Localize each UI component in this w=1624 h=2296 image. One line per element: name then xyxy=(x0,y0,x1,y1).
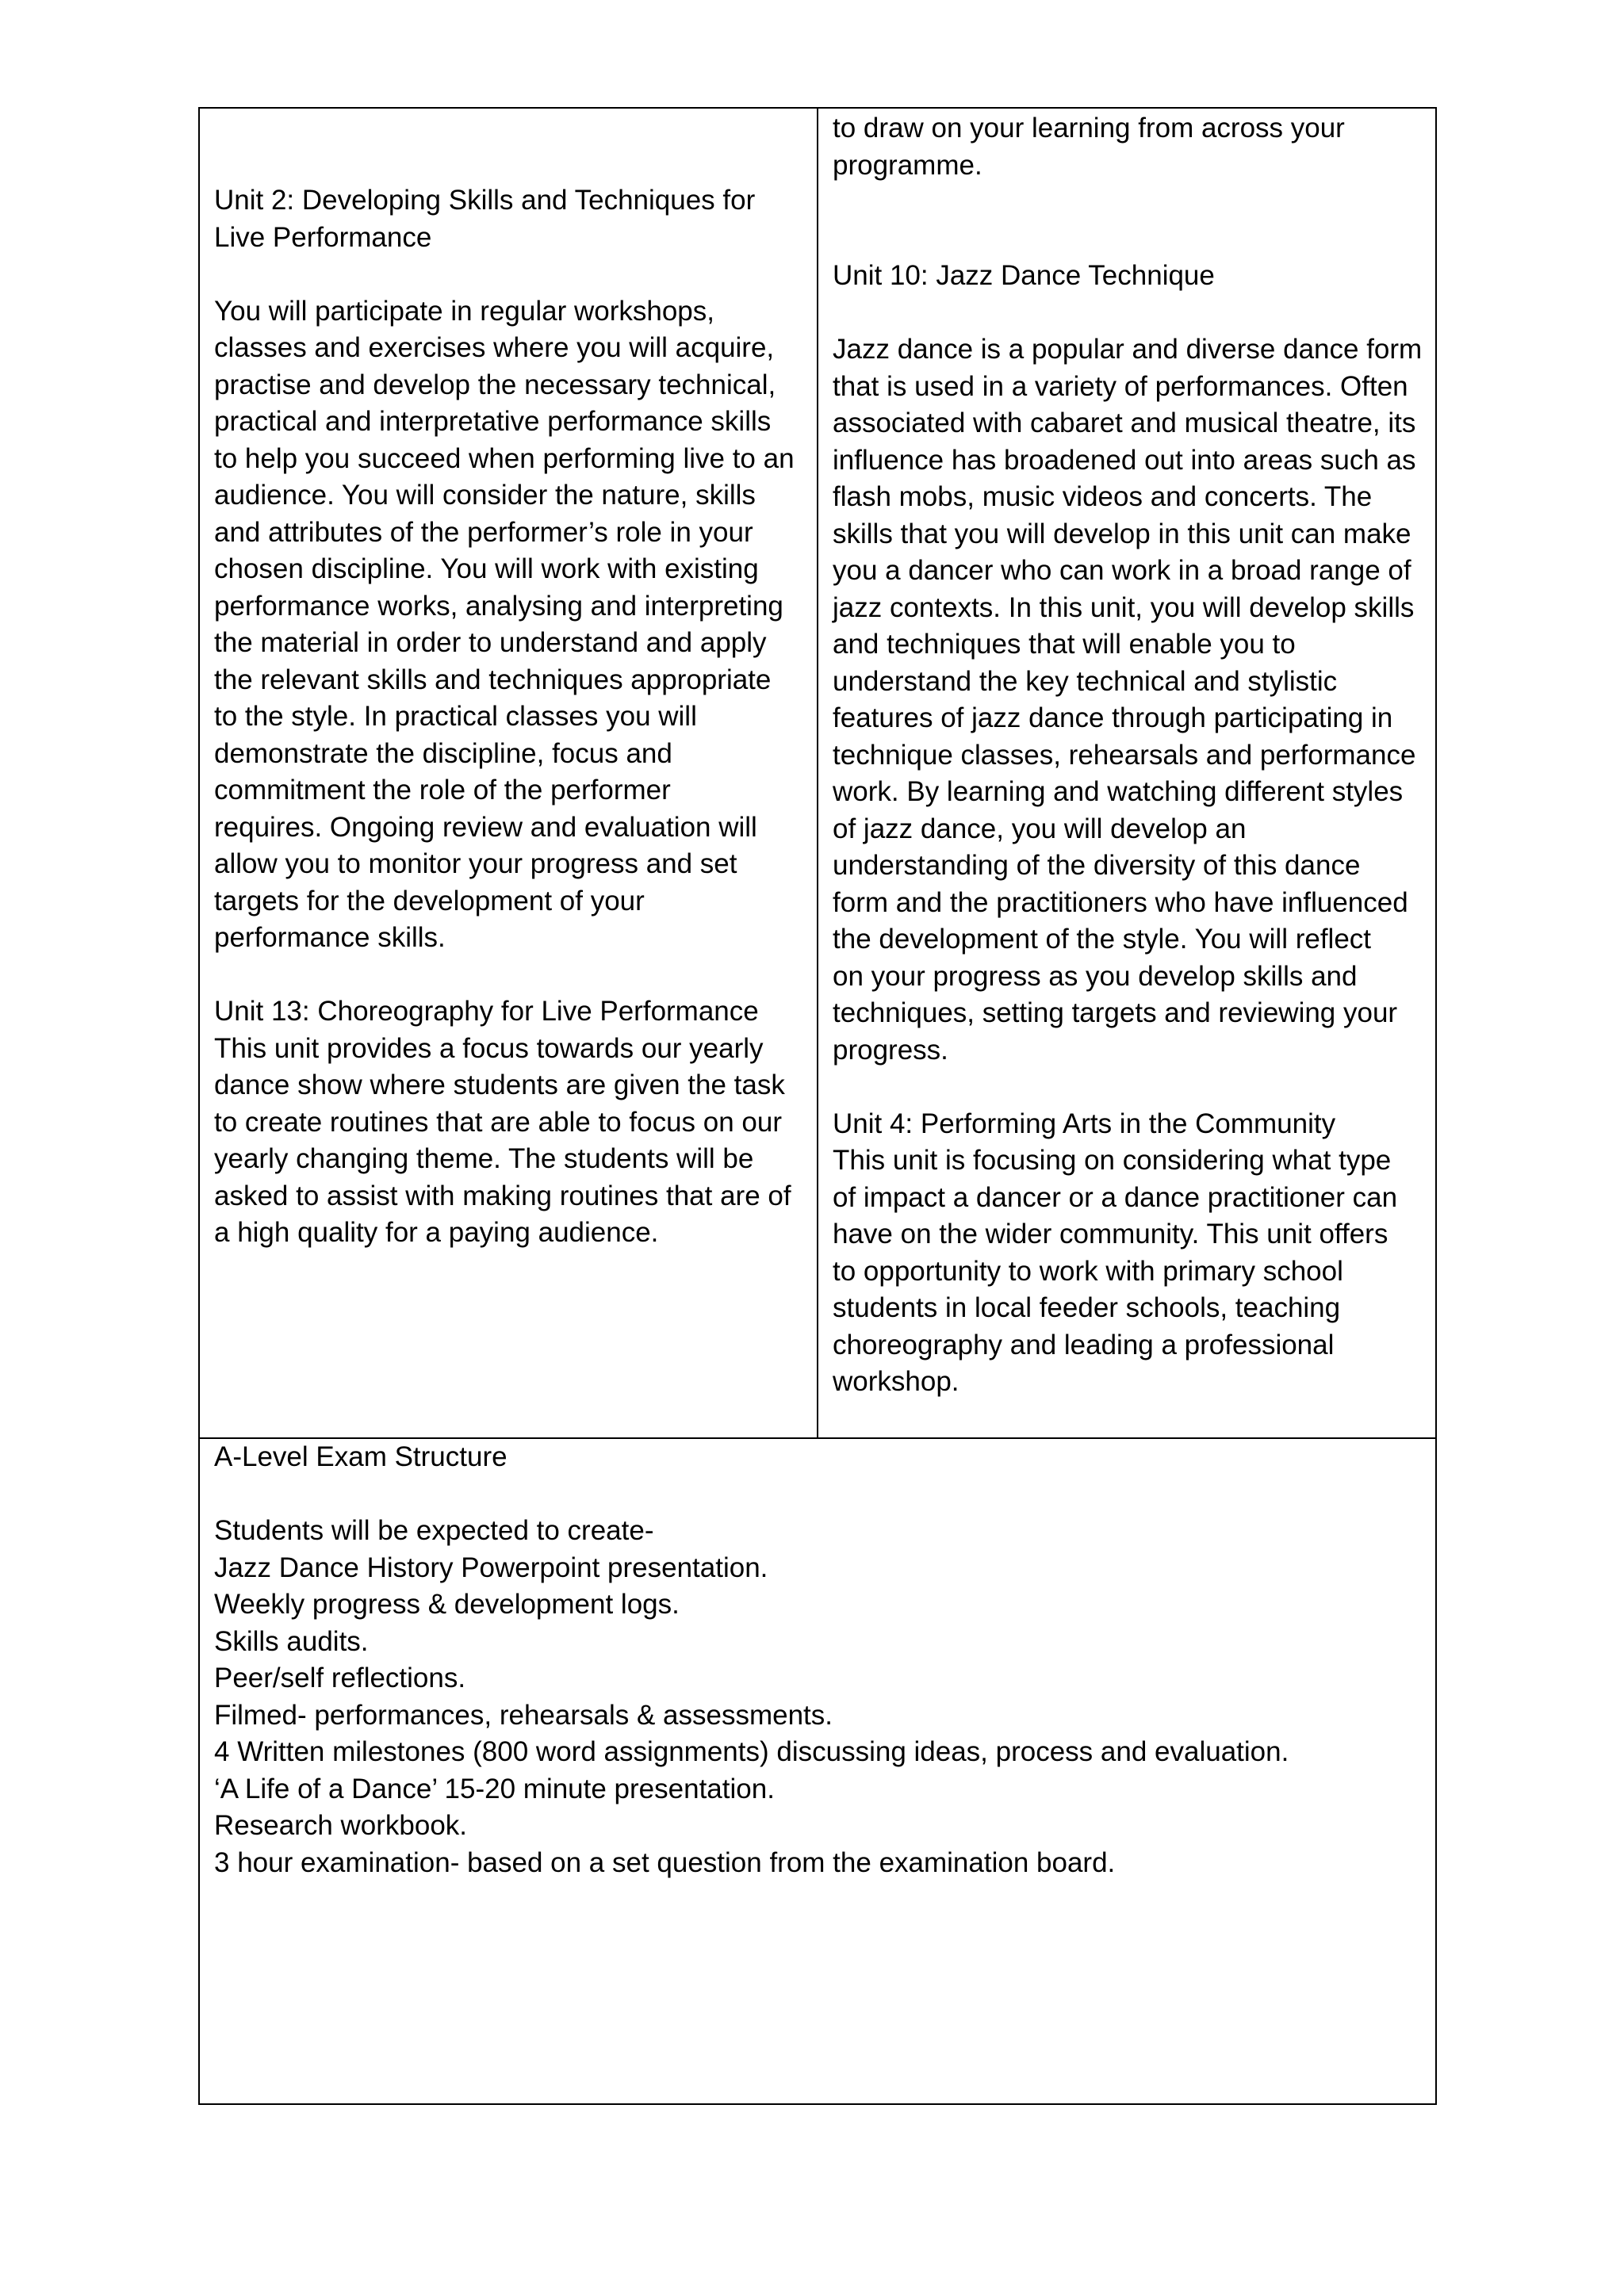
exam-item: Jazz Dance History Powerpoint presentation. xyxy=(214,1552,768,1583)
unit10-body-line: features of jazz dance through participating in xyxy=(833,702,1393,733)
unit2-body-line: chosen discipline. You will work with existing xyxy=(214,553,759,584)
unit10-body-line: form and the practitioners who have influenced xyxy=(833,886,1408,918)
unit10-body-line: skills that you will develop in this unit can make xyxy=(833,518,1411,549)
unit2-body-line: practical and interpretative performance skills xyxy=(214,406,772,437)
unit2-body-line: demonstrate the discipline, focus and xyxy=(214,737,672,769)
course-table xyxy=(198,107,1437,2105)
unit2-body-line: and attributes of the performer’s role in your xyxy=(214,516,753,548)
unit2-body-line: practise and develop the necessary technical, xyxy=(214,369,776,400)
unit13-body-line: to create routines that are able to focus on our xyxy=(214,1106,782,1138)
unit10-body-line: the development of the style. You will reflect xyxy=(833,924,1372,955)
unit10-body-line: flash mobs, music videos and concerts. The xyxy=(833,481,1373,512)
unit4-body-line: workshop. xyxy=(833,1366,959,1397)
exam-item: 4 Written milestones (800 word assignments) discussing ideas, process and evaluation. xyxy=(214,1736,1289,1767)
unit10-body-line: progress. xyxy=(833,1034,948,1066)
unit2-body-line: classes and exercises where you will acquire, xyxy=(214,332,775,363)
unit2-body-line: requires. Ongoing review and evaluation will xyxy=(214,811,757,843)
unit2-body-line: You will participate in regular workshops, xyxy=(214,295,714,327)
unit10-body-line: Jazz dance is a popular and diverse dance form xyxy=(833,334,1423,365)
unit10-body-line: on your progress as you develop skills and xyxy=(833,960,1358,992)
unit10-body-line: work. By learning and watching different styles xyxy=(833,776,1404,807)
unit13-body-line: asked to assist with making routines that are of xyxy=(214,1180,791,1211)
unit2-body-line: commitment the role of the performer xyxy=(214,775,671,806)
unit4-body-line: of impact a dancer or a dance practitioner can xyxy=(833,1181,1398,1213)
unit2-body-line: the relevant skills and techniques appropriate xyxy=(214,664,772,695)
unit2-body-line: to help you succeed when performing live to an xyxy=(214,442,795,474)
unit10-body-line: that is used in a variety of performances. Often xyxy=(833,370,1408,402)
exam-item: Research workbook. xyxy=(214,1810,468,1841)
unit4-body-line: have on the wider community. This unit offers xyxy=(833,1219,1388,1249)
exam-item: Filmed- performances, rehearsals & assessments. xyxy=(214,1699,833,1731)
unit10-body-line: of jazz dance, you will develop an xyxy=(833,813,1247,844)
exam-item: ‘A Life of a Dance’ 15-20 minute presentation. xyxy=(214,1773,775,1804)
exam-item: Weekly progress & development logs. xyxy=(214,1589,680,1620)
unit2-section xyxy=(214,182,809,957)
unit4-body-line: to opportunity to work with primary school xyxy=(833,1255,1343,1287)
exam-structure-intro: Students will be expected to create- xyxy=(214,1515,654,1546)
unit4-section xyxy=(833,1106,1427,1401)
exam-structure-cell xyxy=(200,1437,1435,2103)
unit10-body-line: understanding of the diversity of this dance xyxy=(833,850,1361,881)
unit2-body-line: the material in order to understand and apply xyxy=(214,627,767,658)
continuation-line: programme. xyxy=(833,149,982,181)
unit4-body-line: students in local feeder schools, teaching xyxy=(833,1292,1341,1323)
unit4-body-line: This unit is focusing on considering what type xyxy=(833,1145,1392,1176)
unit10-section xyxy=(833,258,1427,1069)
unit2-body-line: performance works, analysing and interpreting xyxy=(214,590,783,622)
exam-structure-title: A-Level Exam Structure xyxy=(214,1441,508,1472)
unit10-body-line: associated with cabaret and musical theatre, its xyxy=(833,408,1416,438)
unit10-body-line: jazz contexts. In this unit, you will develop skills xyxy=(833,591,1415,623)
unit4-body-line: choreography and leading a professional xyxy=(833,1329,1335,1360)
continuation-line: to draw on your learning from across your xyxy=(833,113,1345,144)
unit13-section xyxy=(214,993,809,1252)
unit13-body-line: yearly changing theme. The students will be xyxy=(214,1143,754,1174)
unit10-body-line: and techniques that will enable you to xyxy=(833,629,1296,660)
unit2-body-line: targets for the development of your xyxy=(214,885,645,916)
unit2-body-line: audience. You will consider the nature, skills xyxy=(214,480,756,511)
unit4-title: Unit 4: Performing Arts in the Community xyxy=(833,1108,1336,1139)
unit10-body-line: understand the key technical and stylistic xyxy=(833,665,1338,697)
unit10-body-line: influence has broadened out into areas such as xyxy=(833,444,1416,476)
exam-item: 3 hour examination- based on a set question from the examination board. xyxy=(214,1846,1116,1878)
unit10-body-line: techniques, setting targets and reviewing your xyxy=(833,997,1398,1028)
unit2-body-line: to the style. In practical classes you will xyxy=(214,701,697,732)
unit2-body-line: allow you to monitor your progress and set xyxy=(214,848,737,879)
exam-item: Skills audits. xyxy=(214,1625,369,1657)
unit13-body-line: dance show where students are given the task xyxy=(214,1070,785,1100)
exam-item: Peer/self reflections. xyxy=(214,1663,466,1693)
continuation-text xyxy=(833,110,1427,184)
left-column-cell xyxy=(200,109,818,1437)
unit13-title: Unit 13: Choreography for Live Performance xyxy=(214,996,759,1027)
unit2-title-line: Unit 2: Developing Skills and Techniques for xyxy=(214,185,756,216)
unit2-body-line: performance skills. xyxy=(214,922,446,953)
unit10-title: Unit 10: Jazz Dance Technique xyxy=(833,260,1215,291)
unit10-body-line: you a dancer who can work in a broad range of xyxy=(833,555,1411,586)
unit13-body-line: a high quality for a paying audience. xyxy=(214,1217,659,1248)
unit10-body-line: technique classes, rehearsals and performance xyxy=(833,739,1416,771)
unit13-body-line: This unit provides a focus towards our yearly xyxy=(214,1032,764,1064)
right-column-cell xyxy=(818,109,1435,1437)
unit2-title-line: Live Performance xyxy=(214,221,432,253)
